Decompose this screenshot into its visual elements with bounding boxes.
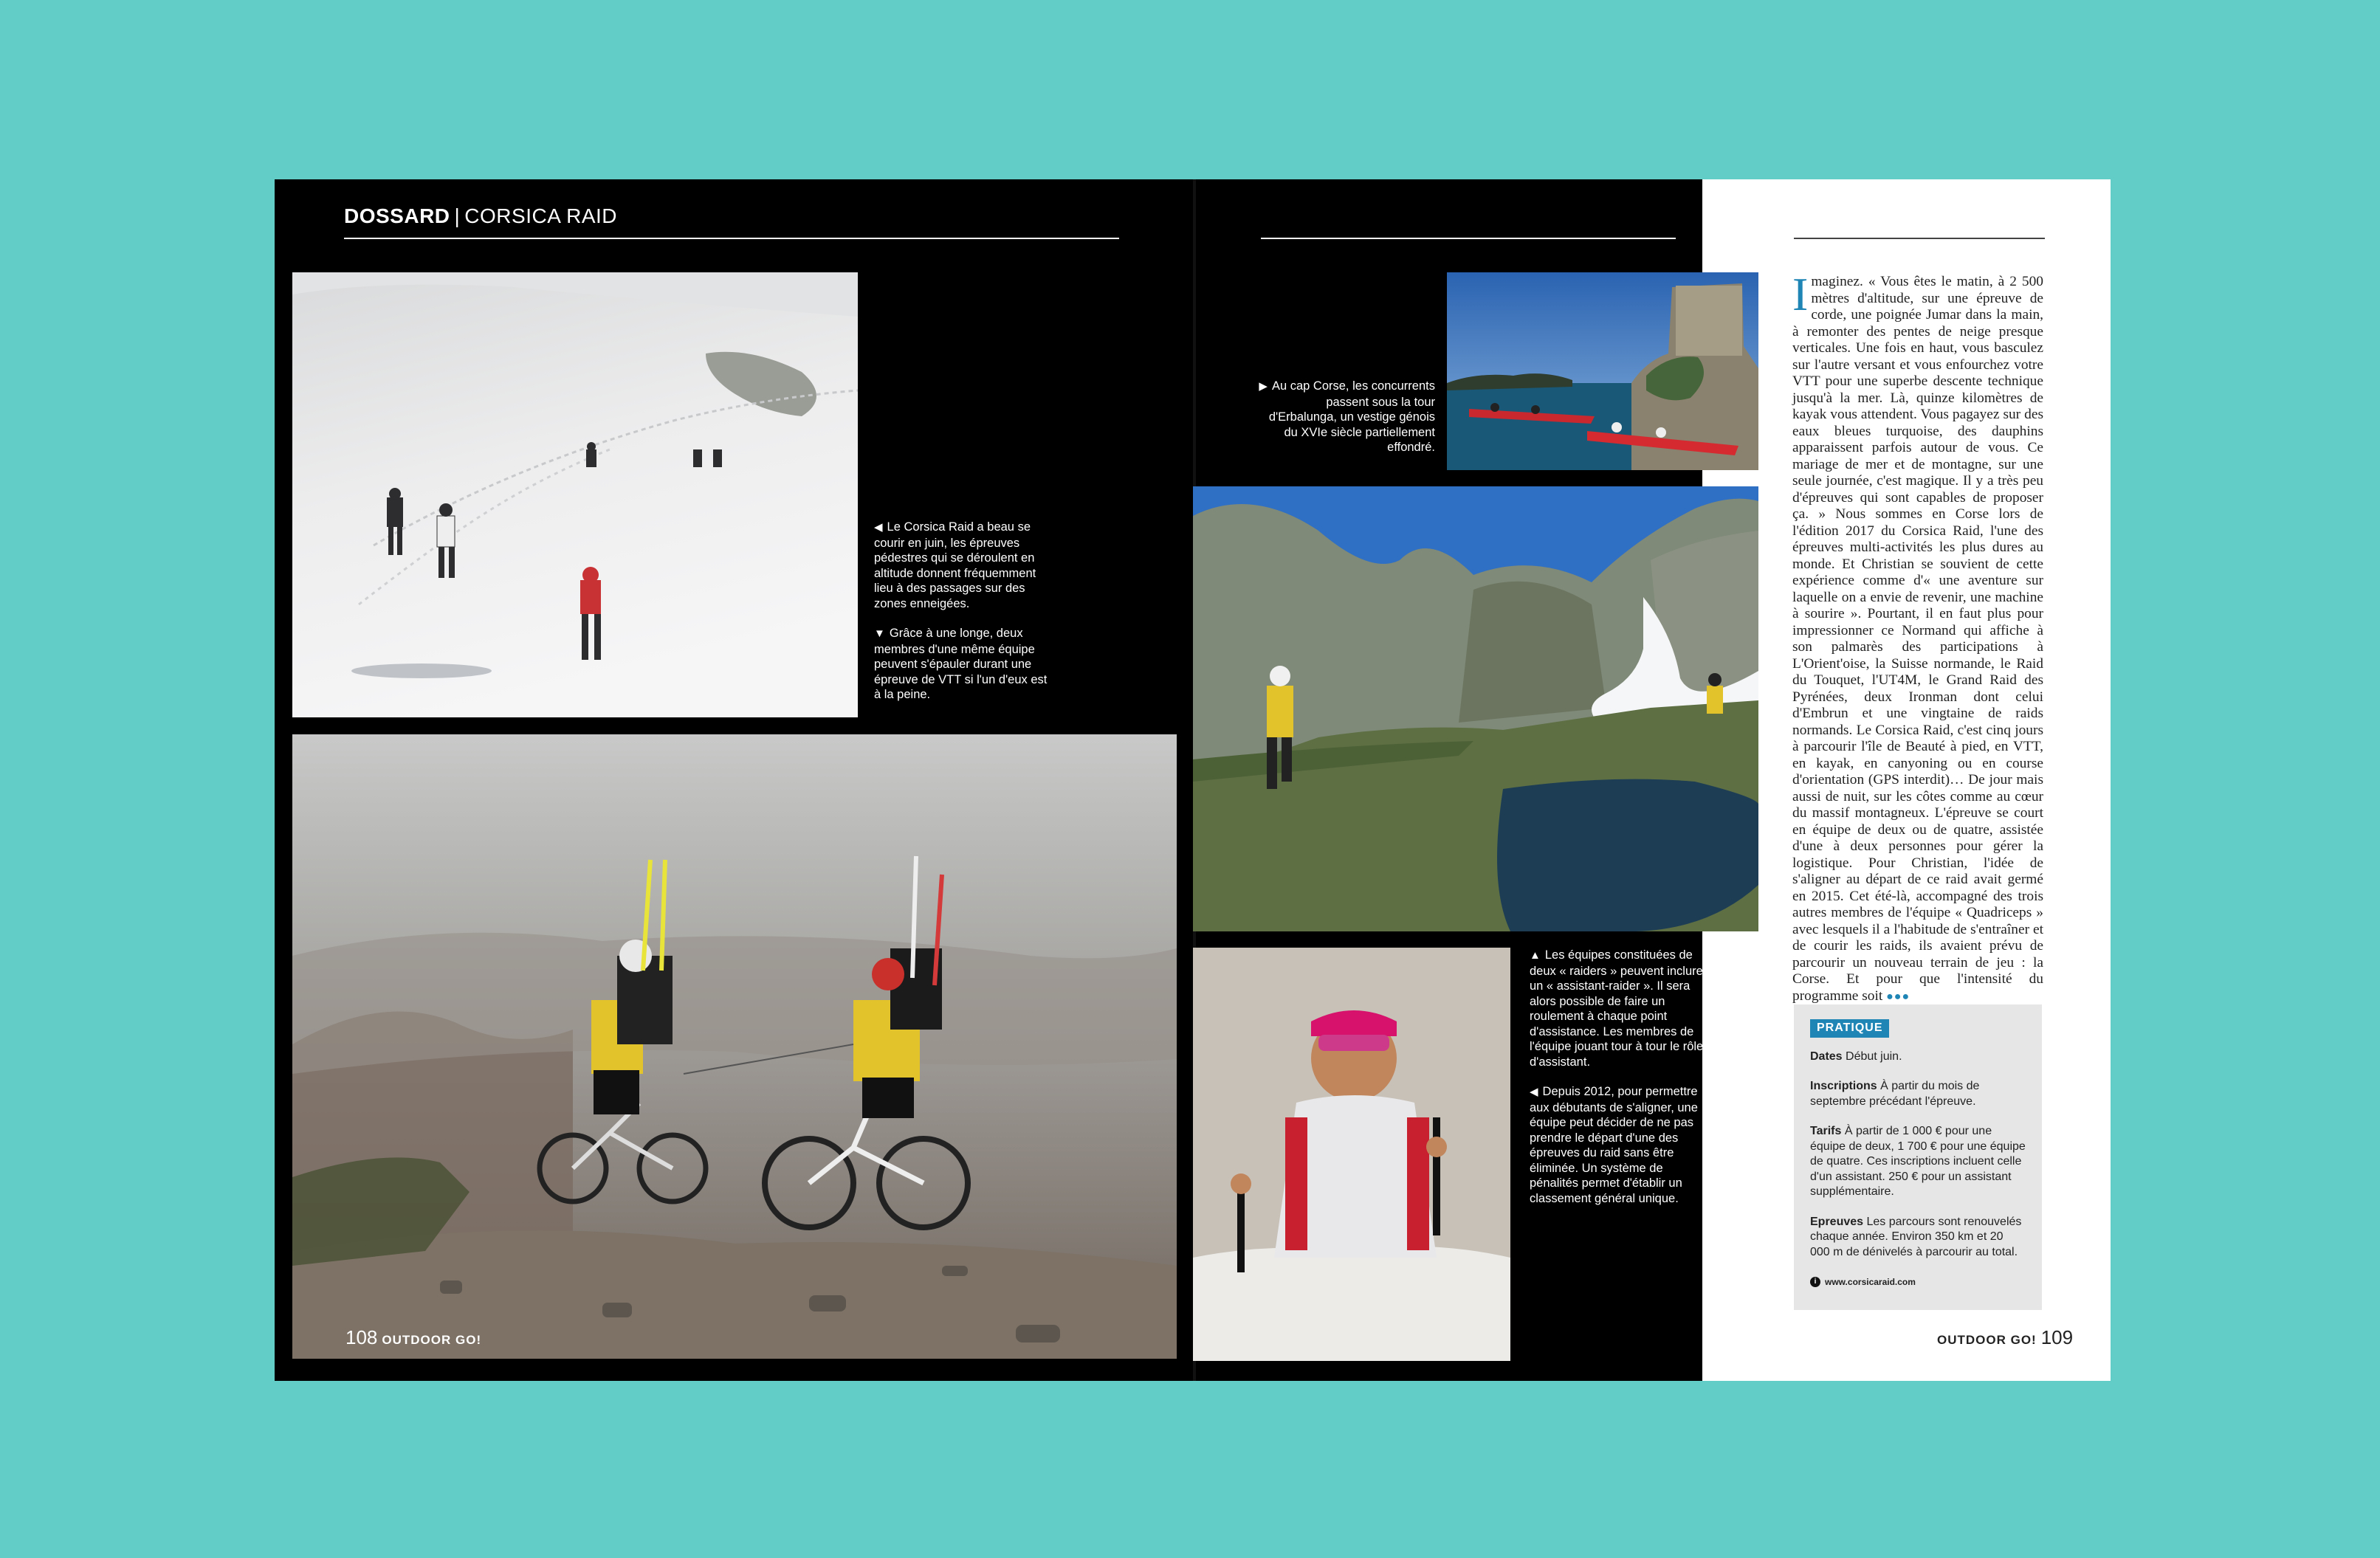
continue-dots-icon: ●●● (1886, 990, 1910, 1003)
kayak-caption: ▶ Au cap Corse, les concurrents passent sous la tour d'Erbalunga, un vestige génois du XVIe siècle partiellement effondré. (1259, 379, 1435, 454)
page-number-right: 109 (2040, 1326, 2074, 1348)
brand-left: OUTDOOR GO! (382, 1333, 482, 1347)
snow-climb-photo (292, 272, 858, 717)
pratique-tarifs: Tarifs À partir de 1 000 € pour une équipe de deux, 1 700 € pour une équipe de quatre. Ces inscriptions incluent celle d'un assistant. 250 € pour un assistant supplémentaire. (1810, 1125, 2026, 1198)
portrait-captions (1530, 948, 1705, 1221)
caption-snow-1: ◀ Le Corsica Raid a beau se courir en juin, les épreuves pédestres qui se déroulent en altitude donnent fréquemment lieu à des passages sur des zones enneigées. (874, 520, 1036, 610)
portrait-photo (1193, 948, 1510, 1361)
header-rule-right (1261, 238, 1676, 239)
kayak-photo (1447, 272, 1758, 470)
caption-portrait-1: ▲ Les équipes constituées de deux « raiders » peuvent inclure un « assistant-raider ». Il sera alors possible de faire un roulement à chaque point d'assistance. Les membres de l'équipe jouant tour à tour le rôle d'assistant. (1530, 948, 1704, 1069)
section-header (344, 204, 1119, 228)
section-topic: CORSICA RAID (464, 204, 617, 227)
arrow-left-icon: ◀ (1530, 1086, 1538, 1098)
folio-right (1933, 1326, 2073, 1349)
caption-portrait-2: ◀ Depuis 2012, pour permettre aux débutants de s'aligner, une équipe peut décider de ne pas prendre le départ d'une des épreuves du raid sans être éliminée. Un système de pénalités permet d'établir un classement général unique. (1530, 1085, 1698, 1205)
brand-right: OUTDOOR GO! (1937, 1333, 2037, 1347)
mountain-bike-photo (292, 734, 1177, 1359)
snow-captions (874, 520, 1051, 717)
mountain-runner-photo (1193, 486, 1758, 931)
header-rule-left (344, 238, 1119, 239)
article-body (1792, 268, 2043, 1005)
header-rule-text-column (1794, 238, 2045, 239)
arrow-down-icon: ▼ (874, 627, 885, 640)
pratique-dates: Dates Début juin. (1810, 1049, 1902, 1063)
arrow-left-icon: ◀ (874, 521, 883, 534)
section-label: DOSSARD (344, 204, 450, 227)
info-icon: i (1810, 1277, 1820, 1287)
pratique-epreuves: Epreuves Les parcours sont renouvelés chaque année. Environ 350 km et 20 000 m de dénivelés à parcourir au total. (1810, 1215, 2022, 1258)
pratique-tag: PRATIQUE (1810, 1019, 1889, 1038)
arrow-right-icon: ▶ (1259, 380, 1268, 393)
pratique-inscriptions: Inscriptions À partir du mois de septembre précédant l'épreuve. (1810, 1080, 1980, 1108)
caption-snow-2: ▼ Grâce à une longe, deux membres d'une même équipe peuvent s'épauler durant une épreuve de VTT si l'un d'eux est à la peine. (874, 627, 1048, 701)
arrow-up-icon: ▲ (1530, 949, 1541, 962)
article-text: maginez. « Vous êtes le matin, à 2 500 mètres d'altitude, sur une épreuve de corde, une poignée Jumar dans la main, à remonter des pentes de neige presque verticales. Une fois en haut, vous basculez sur l'autre versant et vous enfourchez votre VTT pour une superbe descente technique jusqu'à la mer. Là, quinze kilomètres de kayak vous attendent. Vous pagayez sur des eaux bleues turquoise, des dauphins apparaissent parfois autour de vous. Ce mariage de mer et de montagne, sur une seule journée, c'est magique. Il y a très peu d'épreuves qui sont capables de proposer ça. » Nous sommes en Corse lors de l'édition 2017 du Corsica Raid, l'une des épreuves multi-activités les plus dures au monde. Et Christian se souvient de cette expérience comme d'« une aventure sur laquelle on a envie de revenir, une machine à sourire ». Pourtant, il en faut plus pour impressionner ce Normand qui affiche à son palmarès des participations à L'Orient'oise, la Suisse normande, le Raid du Touquet, l'UT4M, le Grand Raid des Pyrénées, deux Ironman dont celui d'Embrun et une vingtaine de raids normands. Le Corsica Raid, c'est cinq jours à parcourir l'île de Beauté à pied, en VTT, en kayak, en canyoning ou en course d'orientation (GPS interdit)… De jour mais aussi de nuit, sur les côtes comme au cœur du massif montagneux. L'épreuve se court en équipe de deux ou de quatre, assistée d'une à deux personnes pour gérer la logistique. Pour Christian, l'idée de s'aligner au départ de ce raid avait germé en 2015. Cet été-là, accompagné des trois autres membres de l'équipe « Quadriceps » avec lesquels il a l'habitude de s'entraîner et de courir les raids, ils avaient prévu de parcourir un nouveau terrain de jeu : la Corse. Et pour que l'intensité du programme soit (1792, 274, 2043, 1004)
folio-left (345, 1326, 486, 1349)
pratique-website-link[interactable]: i www.corsicaraid.com (1810, 1275, 2026, 1290)
drop-cap: I (1792, 268, 1809, 320)
header-separator: | (454, 204, 461, 227)
pratique-box (1794, 1004, 2042, 1310)
page-number-left: 108 (345, 1326, 378, 1348)
